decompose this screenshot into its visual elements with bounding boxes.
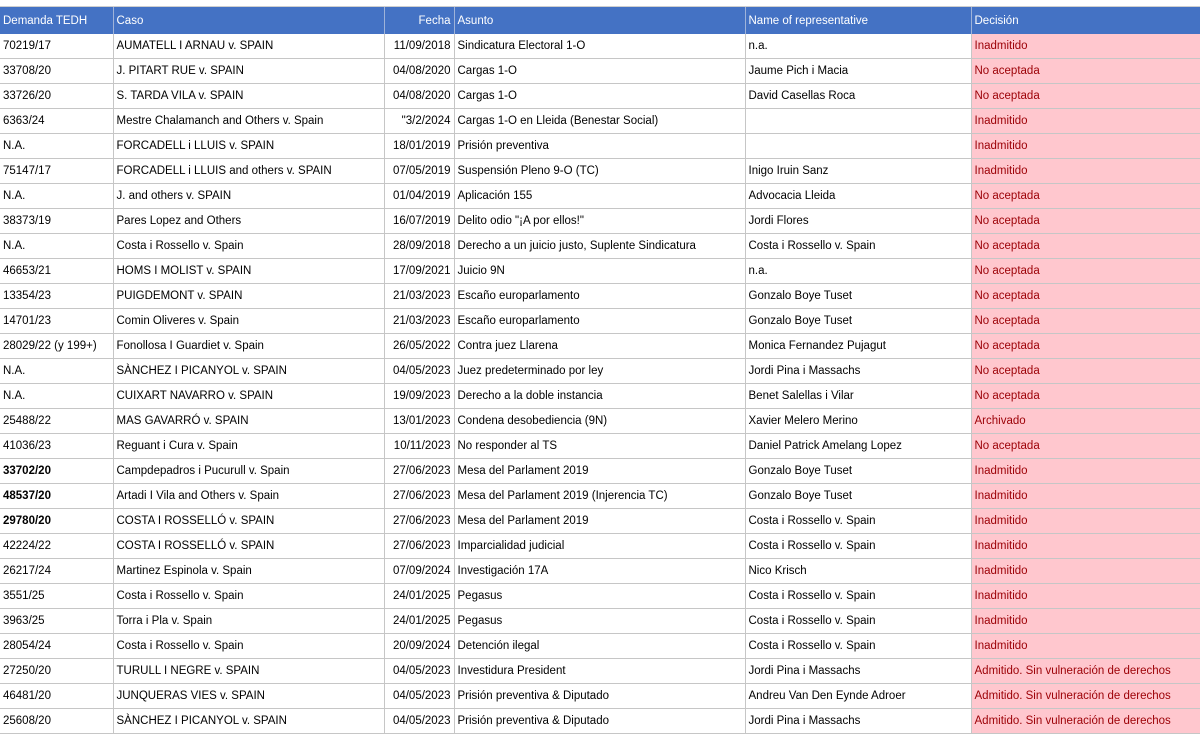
header-demanda[interactable]: Demanda TEDH bbox=[0, 7, 113, 34]
cell-decision[interactable]: Inadmitido bbox=[971, 484, 1200, 509]
cell-demanda[interactable]: 29780/20 bbox=[0, 509, 113, 534]
cell-fecha[interactable]: 07/05/2019 bbox=[384, 159, 454, 184]
cell-fecha[interactable]: 20/09/2024 bbox=[384, 634, 454, 659]
cell-decision[interactable]: No aceptada bbox=[971, 434, 1200, 459]
table-row bbox=[0, 634, 1200, 659]
cell-representative[interactable]: Jordi Flores bbox=[745, 209, 971, 234]
cell-representative[interactable]: Gonzalo Boye Tuset bbox=[745, 459, 971, 484]
cell-decision[interactable]: No aceptada bbox=[971, 59, 1200, 84]
cell-decision[interactable]: No aceptada bbox=[971, 284, 1200, 309]
table-row bbox=[0, 309, 1200, 334]
cell-asunto[interactable]: Aplicación 155 bbox=[454, 184, 745, 209]
cell-demanda[interactable]: 27250/20 bbox=[0, 659, 113, 684]
table-row bbox=[0, 484, 1200, 509]
cell-representative[interactable]: David Casellas Roca bbox=[745, 84, 971, 109]
cell-representative[interactable]: Gonzalo Boye Tuset bbox=[745, 284, 971, 309]
table-row bbox=[0, 84, 1200, 109]
table-row bbox=[0, 334, 1200, 359]
cell-representative[interactable]: Costa i Rossello v. Spain bbox=[745, 234, 971, 259]
cell-demanda[interactable]: 33702/20 bbox=[0, 459, 113, 484]
cell-asunto[interactable]: Pegasus bbox=[454, 609, 745, 634]
cell-demanda[interactable]: 41036/23 bbox=[0, 434, 113, 459]
table-row bbox=[0, 609, 1200, 634]
table-row bbox=[0, 259, 1200, 284]
cell-fecha[interactable]: 11/09/2018 bbox=[384, 34, 454, 59]
cell-fecha[interactable]: 17/09/2021 bbox=[384, 259, 454, 284]
cell-demanda[interactable]: 42224/22 bbox=[0, 534, 113, 559]
cell-decision[interactable]: Inadmitido bbox=[971, 509, 1200, 534]
cell-fecha[interactable]: 04/08/2020 bbox=[384, 84, 454, 109]
cell-decision[interactable]: Admitido. Sin vulneración de derechos bbox=[971, 684, 1200, 709]
header-representative[interactable]: Name of representative bbox=[745, 7, 971, 34]
cell-demanda[interactable]: N.A. bbox=[0, 359, 113, 384]
cell-asunto[interactable]: Sindicatura Electoral 1-O bbox=[454, 34, 745, 59]
cell-asunto[interactable]: Derecho a un juicio justo, Suplente Sindicatura bbox=[454, 234, 745, 259]
cell-demanda[interactable]: 3551/25 bbox=[0, 584, 113, 609]
cell-decision[interactable]: Admitido. Sin vulneración de derechos bbox=[971, 659, 1200, 684]
table-row bbox=[0, 34, 1200, 59]
cell-asunto[interactable]: Cargas 1-O bbox=[454, 59, 745, 84]
cell-asunto[interactable]: Juicio 9N bbox=[454, 259, 745, 284]
cell-caso[interactable]: Reguant i Cura v. Spain bbox=[113, 434, 384, 459]
cell-asunto[interactable]: Cargas 1-O en Lleida (Benestar Social) bbox=[454, 109, 745, 134]
table-row bbox=[0, 234, 1200, 259]
cell-decision[interactable]: No aceptada bbox=[971, 359, 1200, 384]
cell-fecha[interactable]: 18/01/2019 bbox=[384, 134, 454, 159]
table-row bbox=[0, 209, 1200, 234]
cell-decision[interactable]: Inadmitido bbox=[971, 634, 1200, 659]
cell-demanda[interactable]: 13354/23 bbox=[0, 284, 113, 309]
cell-fecha[interactable]: 04/05/2023 bbox=[384, 684, 454, 709]
cell-decision[interactable]: Inadmitido bbox=[971, 109, 1200, 134]
cell-decision[interactable]: Inadmitido bbox=[971, 584, 1200, 609]
cell-caso[interactable]: Fonollosa I Guardiet v. Spain bbox=[113, 334, 384, 359]
header-caso[interactable]: Caso bbox=[113, 7, 384, 34]
cell-fecha[interactable]: 13/01/2023 bbox=[384, 409, 454, 434]
cell-decision[interactable]: Inadmitido bbox=[971, 534, 1200, 559]
cell-demanda[interactable]: 70219/17 bbox=[0, 34, 113, 59]
cell-fecha[interactable]: 04/08/2020 bbox=[384, 59, 454, 84]
table-row bbox=[0, 59, 1200, 84]
cell-fecha[interactable]: 19/09/2023 bbox=[384, 384, 454, 409]
cell-representative[interactable]: Gonzalo Boye Tuset bbox=[745, 309, 971, 334]
cell-caso[interactable]: PUIGDEMONT v. SPAIN bbox=[113, 284, 384, 309]
cell-asunto[interactable]: Juez predeterminado por ley bbox=[454, 359, 745, 384]
cell-representative[interactable]: Jordi Pina i Massachs bbox=[745, 359, 971, 384]
cell-representative[interactable]: Gonzalo Boye Tuset bbox=[745, 484, 971, 509]
cell-representative[interactable]: Jaume Pich i Macia bbox=[745, 59, 971, 84]
cell-fecha[interactable]: 27/06/2023 bbox=[384, 459, 454, 484]
cell-asunto[interactable]: Mesa del Parlament 2019 bbox=[454, 509, 745, 534]
cell-representative[interactable]: n.a. bbox=[745, 34, 971, 59]
table-row bbox=[0, 534, 1200, 559]
cell-demanda[interactable]: 46653/21 bbox=[0, 259, 113, 284]
cell-representative[interactable]: Xavier Melero Merino bbox=[745, 409, 971, 434]
cell-fecha[interactable]: 24/01/2025 bbox=[384, 584, 454, 609]
table-row bbox=[0, 409, 1200, 434]
cell-decision[interactable]: No aceptada bbox=[971, 259, 1200, 284]
cell-demanda[interactable]: 25488/22 bbox=[0, 409, 113, 434]
cell-caso[interactable]: AUMATELL I ARNAU v. SPAIN bbox=[113, 34, 384, 59]
cell-asunto[interactable]: Condena desobediencia (9N) bbox=[454, 409, 745, 434]
cell-caso[interactable]: JUNQUERAS VIES v. SPAIN bbox=[113, 684, 384, 709]
cell-representative[interactable]: n.a. bbox=[745, 259, 971, 284]
cell-decision[interactable]: No aceptada bbox=[971, 184, 1200, 209]
cell-representative[interactable]: Jordi Pina i Massachs bbox=[745, 709, 971, 734]
cell-representative[interactable]: Monica Fernandez Pujagut bbox=[745, 334, 971, 359]
cell-fecha[interactable]: 26/05/2022 bbox=[384, 334, 454, 359]
table-row bbox=[0, 559, 1200, 584]
cell-representative[interactable]: Costa i Rossello v. Spain bbox=[745, 509, 971, 534]
cell-representative[interactable]: Costa i Rossello v. Spain bbox=[745, 534, 971, 559]
cell-fecha[interactable]: 28/09/2018 bbox=[384, 234, 454, 259]
cell-caso[interactable]: COSTA I ROSSELLÓ v. SPAIN bbox=[113, 509, 384, 534]
header-fecha[interactable]: Fecha bbox=[384, 7, 454, 34]
cell-asunto[interactable]: Prisión preventiva & Diputado bbox=[454, 684, 745, 709]
cell-fecha[interactable]: 07/09/2024 bbox=[384, 559, 454, 584]
cell-representative[interactable]: Costa i Rossello v. Spain bbox=[745, 609, 971, 634]
cell-asunto[interactable]: Prisión preventiva & Diputado bbox=[454, 709, 745, 734]
cell-decision[interactable]: No aceptada bbox=[971, 234, 1200, 259]
cell-asunto[interactable]: Escaño europarlamento bbox=[454, 284, 745, 309]
cell-asunto[interactable]: Mesa del Parlament 2019 (Injerencia TC) bbox=[454, 484, 745, 509]
cell-fecha[interactable]: 16/07/2019 bbox=[384, 209, 454, 234]
cell-fecha[interactable]: 27/06/2023 bbox=[384, 534, 454, 559]
table-row bbox=[0, 359, 1200, 384]
header-decision[interactable]: Decisión bbox=[971, 7, 1200, 34]
cell-caso[interactable]: J. PITART RUE v. SPAIN bbox=[113, 59, 384, 84]
cell-demanda[interactable]: 14701/23 bbox=[0, 309, 113, 334]
cell-representative[interactable]: Jordi Pina i Massachs bbox=[745, 659, 971, 684]
cell-demanda[interactable]: 48537/20 bbox=[0, 484, 113, 509]
table-row bbox=[0, 284, 1200, 309]
cell-caso[interactable]: FORCADELL i LLUIS and others v. SPAIN bbox=[113, 159, 384, 184]
cell-demanda[interactable]: 33708/20 bbox=[0, 59, 113, 84]
cell-representative[interactable]: Inigo Iruin Sanz bbox=[745, 159, 971, 184]
cell-decision[interactable]: Admitido. Sin vulneración de derechos bbox=[971, 709, 1200, 734]
cases-table bbox=[0, 7, 1200, 734]
cell-asunto[interactable]: Derecho a la doble instancia bbox=[454, 384, 745, 409]
cell-caso[interactable]: Costa i Rossello v. Spain bbox=[113, 234, 384, 259]
cell-representative[interactable]: Nico Krisch bbox=[745, 559, 971, 584]
table-row bbox=[0, 184, 1200, 209]
cell-demanda[interactable]: 28029/22 (y 199+) bbox=[0, 334, 113, 359]
cell-caso[interactable]: Artadi I Vila and Others v. Spain bbox=[113, 484, 384, 509]
cell-demanda[interactable]: 25608/20 bbox=[0, 709, 113, 734]
cell-decision[interactable]: Inadmitido bbox=[971, 34, 1200, 59]
cell-decision[interactable]: No aceptada bbox=[971, 209, 1200, 234]
cell-demanda[interactable]: N.A. bbox=[0, 134, 113, 159]
cell-asunto[interactable]: No responder al TS bbox=[454, 434, 745, 459]
cell-caso[interactable]: FORCADELL i LLUIS v. SPAIN bbox=[113, 134, 384, 159]
cell-demanda[interactable]: N.A. bbox=[0, 384, 113, 409]
cell-caso[interactable]: S. TARDA VILA v. SPAIN bbox=[113, 84, 384, 109]
cell-caso[interactable]: COSTA I ROSSELLÓ v. SPAIN bbox=[113, 534, 384, 559]
table-row bbox=[0, 134, 1200, 159]
cell-caso[interactable]: Campdepadros i Pucurull v. Spain bbox=[113, 459, 384, 484]
cell-caso[interactable]: J. and others v. SPAIN bbox=[113, 184, 384, 209]
table-row bbox=[0, 709, 1200, 734]
cell-representative[interactable]: Daniel Patrick Amelang Lopez bbox=[745, 434, 971, 459]
cell-caso[interactable]: Costa i Rossello v. Spain bbox=[113, 634, 384, 659]
cell-asunto[interactable]: Investigación 17A bbox=[454, 559, 745, 584]
cell-decision[interactable]: Archivado bbox=[971, 409, 1200, 434]
cell-caso[interactable]: Martinez Espinola v. Spain bbox=[113, 559, 384, 584]
cell-fecha[interactable]: 21/03/2023 bbox=[384, 309, 454, 334]
cell-fecha[interactable]: 27/06/2023 bbox=[384, 509, 454, 534]
cell-decision[interactable]: No aceptada bbox=[971, 334, 1200, 359]
cell-representative[interactable] bbox=[745, 109, 971, 134]
cell-demanda[interactable]: 26217/24 bbox=[0, 559, 113, 584]
table-row bbox=[0, 159, 1200, 184]
column-header-strip bbox=[0, 0, 1200, 7]
cell-fecha[interactable]: 04/05/2023 bbox=[384, 709, 454, 734]
table-row bbox=[0, 434, 1200, 459]
cell-fecha[interactable]: 04/05/2023 bbox=[384, 359, 454, 384]
cell-caso[interactable]: SÀNCHEZ I PICANYOL v. SPAIN bbox=[113, 359, 384, 384]
cell-decision[interactable]: No aceptada bbox=[971, 309, 1200, 334]
cell-decision[interactable]: Inadmitido bbox=[971, 559, 1200, 584]
cell-fecha[interactable]: 27/06/2023 bbox=[384, 484, 454, 509]
cell-demanda[interactable]: 6363/24 bbox=[0, 109, 113, 134]
cell-decision[interactable]: Inadmitido bbox=[971, 159, 1200, 184]
table-row bbox=[0, 109, 1200, 134]
cell-decision[interactable]: No aceptada bbox=[971, 384, 1200, 409]
table-row bbox=[0, 584, 1200, 609]
cell-asunto[interactable]: Prisión preventiva bbox=[454, 134, 745, 159]
cell-caso[interactable]: Pares Lopez and Others bbox=[113, 209, 384, 234]
cell-caso[interactable]: Comin Oliveres v. Spain bbox=[113, 309, 384, 334]
table-row bbox=[0, 684, 1200, 709]
cell-decision[interactable]: No aceptada bbox=[971, 84, 1200, 109]
cell-fecha[interactable]: 01/04/2019 bbox=[384, 184, 454, 209]
cell-asunto[interactable]: Escaño europarlamento bbox=[454, 309, 745, 334]
cell-demanda[interactable]: 33726/20 bbox=[0, 84, 113, 109]
cell-representative[interactable]: Benet Salellas i Vilar bbox=[745, 384, 971, 409]
cell-fecha[interactable]: 10/11/2023 bbox=[384, 434, 454, 459]
cell-asunto[interactable]: Pegasus bbox=[454, 584, 745, 609]
cell-fecha[interactable]: 21/03/2023 bbox=[384, 284, 454, 309]
cell-demanda[interactable]: 3963/25 bbox=[0, 609, 113, 634]
table-row bbox=[0, 459, 1200, 484]
cell-fecha[interactable]: 24/01/2025 bbox=[384, 609, 454, 634]
cell-asunto[interactable]: Investidura President bbox=[454, 659, 745, 684]
cell-asunto[interactable]: Suspensión Pleno 9-O (TC) bbox=[454, 159, 745, 184]
cell-representative[interactable]: Costa i Rossello v. Spain bbox=[745, 634, 971, 659]
cell-caso[interactable]: Mestre Chalamanch and Others v. Spain bbox=[113, 109, 384, 134]
cell-caso[interactable]: TURULL I NEGRE v. SPAIN bbox=[113, 659, 384, 684]
table-row bbox=[0, 384, 1200, 409]
cell-asunto[interactable]: Imparcialidad judicial bbox=[454, 534, 745, 559]
cell-representative[interactable]: Advocacia Lleida bbox=[745, 184, 971, 209]
cell-caso[interactable]: Costa i Rossello v. Spain bbox=[113, 584, 384, 609]
cell-demanda[interactable]: N.A. bbox=[0, 234, 113, 259]
cell-decision[interactable]: Inadmitido bbox=[971, 459, 1200, 484]
cell-asunto[interactable]: Contra juez Llarena bbox=[454, 334, 745, 359]
cell-asunto[interactable]: Delito odio "¡A por ellos!" bbox=[454, 209, 745, 234]
cell-decision[interactable]: Inadmitido bbox=[971, 134, 1200, 159]
header-asunto[interactable]: Asunto bbox=[454, 7, 745, 34]
cell-demanda[interactable]: 46481/20 bbox=[0, 684, 113, 709]
cell-asunto[interactable]: Mesa del Parlament 2019 bbox=[454, 459, 745, 484]
table-row bbox=[0, 509, 1200, 534]
cell-decision[interactable]: Inadmitido bbox=[971, 609, 1200, 634]
cell-representative[interactable]: Andreu Van Den Eynde Adroer bbox=[745, 684, 971, 709]
header-row bbox=[0, 7, 1200, 34]
cell-asunto[interactable]: Detención ilegal bbox=[454, 634, 745, 659]
cell-demanda[interactable]: 75147/17 bbox=[0, 159, 113, 184]
cell-caso[interactable]: HOMS I MOLIST v. SPAIN bbox=[113, 259, 384, 284]
cell-asunto[interactable]: Cargas 1-O bbox=[454, 84, 745, 109]
cell-demanda[interactable]: 28054/24 bbox=[0, 634, 113, 659]
cell-fecha[interactable]: 04/05/2023 bbox=[384, 659, 454, 684]
cell-caso[interactable]: CUIXART NAVARRO v. SPAIN bbox=[113, 384, 384, 409]
cell-caso[interactable]: Torra i Pla v. Spain bbox=[113, 609, 384, 634]
cell-representative[interactable]: Costa i Rossello v. Spain bbox=[745, 584, 971, 609]
cell-demanda[interactable]: N.A. bbox=[0, 184, 113, 209]
cell-representative[interactable] bbox=[745, 134, 971, 159]
cell-caso[interactable]: SÀNCHEZ I PICANYOL v. SPAIN bbox=[113, 709, 384, 734]
cell-fecha[interactable]: "3/2/2024 bbox=[384, 109, 454, 134]
table-row bbox=[0, 659, 1200, 684]
cell-demanda[interactable]: 38373/19 bbox=[0, 209, 113, 234]
cell-caso[interactable]: MAS GAVARRÓ v. SPAIN bbox=[113, 409, 384, 434]
